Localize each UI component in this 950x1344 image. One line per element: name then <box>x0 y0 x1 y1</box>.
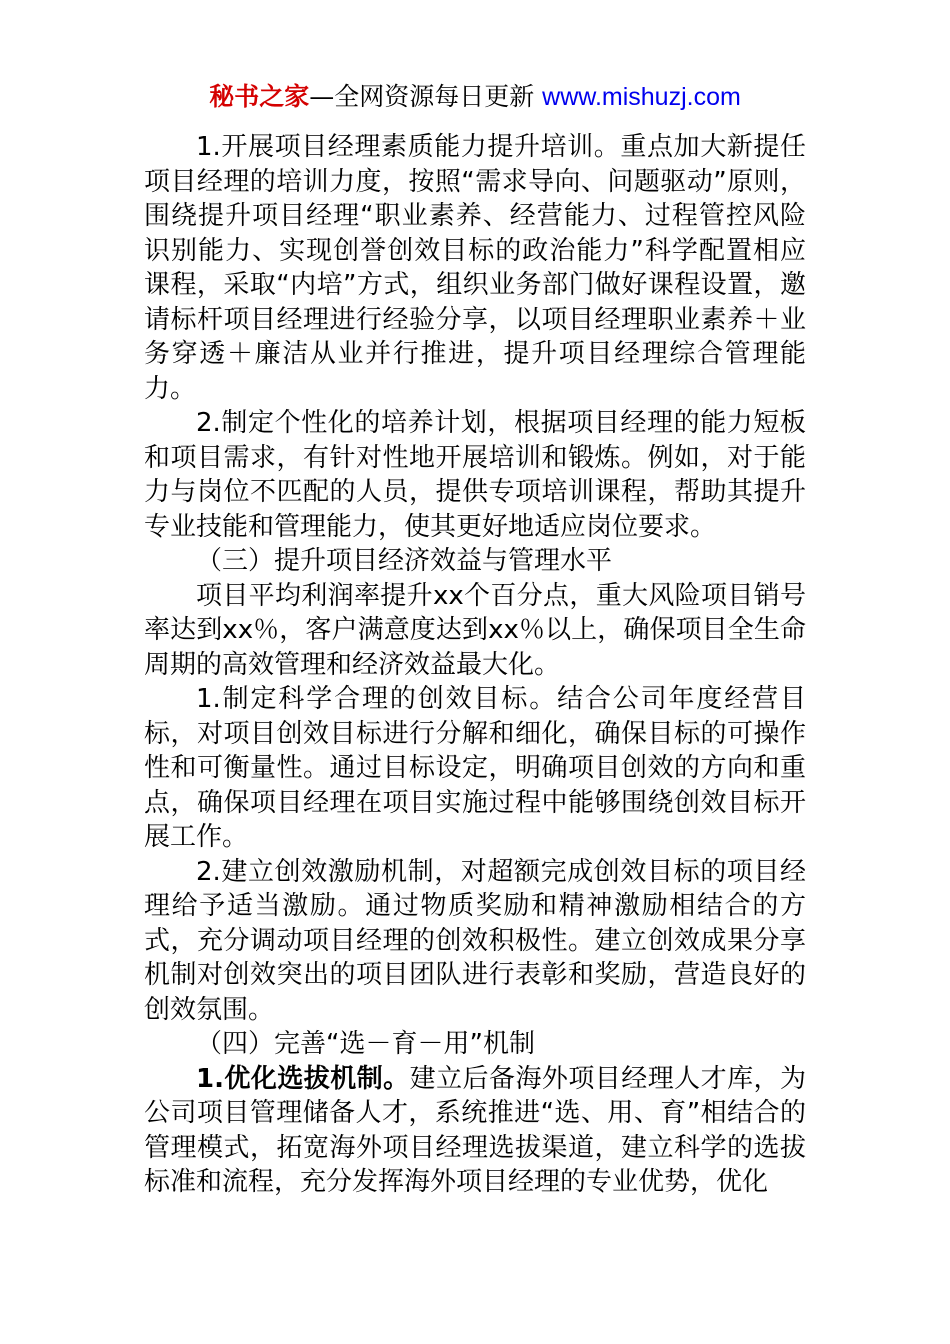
section-heading-3: （三）提升项目经济效益与管理水平 <box>196 546 613 576</box>
document-body <box>144 130 806 1200</box>
paragraph-personal-plan: 2.制定个性化的培养计划，根据项目经理的能力短板和项目需求，有针对性地开展培训和锻炼。例如，对于能力与岗位不匹配的人员，提供专项培训课程，帮助其提升专业技能和管理能力，使其更好地适应岗位要求。 <box>144 408 806 542</box>
paragraph-selection: 1.优化选拔机制。建立后备海外项目经理人才库，为公司项目管理储备人才，系统推进“选、用、育”相结合的管理模式，拓宽海外项目经理选拔渠道，建立科学的选拔标准和流程，充分发挥海外项目经理的专业优势，优化 <box>144 1063 806 1197</box>
site-url-link[interactable]: www.mishuzj.com <box>542 83 741 111</box>
site-header <box>0 80 950 114</box>
paragraph-targets: 1.制定科学合理的创效目标。结合公司年度经营目标，对项目创效目标进行分解和细化，确保目标的可操作性和可衡量性。通过目标设定，明确项目创效的方向和重点，确保项目经理在项目实施过程中能够围绕创效目标开展工作。 <box>144 684 806 852</box>
site-tagline: —全网资源每日更新 <box>309 82 543 111</box>
paragraph-training: 1.开展项目经理素质能力提升培训。重点加大新提任项目经理的培训力度，按照“需求导向、问题驱动”原则，围绕提升项目经理“职业素养、经营能力、过程管控风险识别能力、实现创誉创效目标的政治能力”科学配置相应课程，采取“内培”方式，组织业务部门做好课程设置，邀请标杆项目经理进行经验分享，以项目经理职业素养＋业务穿透＋廉洁从业并行推进，提升项目经理综合管理能力。 <box>144 132 806 404</box>
paragraph-lead-bold: 1.优化选拔机制。 <box>196 1063 410 1094</box>
section-heading-4: （四）完善“选－育－用”机制 <box>196 1029 535 1059</box>
paragraph-incentives: 2.建立创效激励机制，对超额完成创效目标的项目经理给予适当激励。通过物质奖励和精神激励相结合的方式，充分调动项目经理的创效积极性。建立创效成果分享机制对创效突出的项目团队进行表彰和奖励，营造良好的创效氛围。 <box>144 856 806 1025</box>
paragraph-goals: 项目平均利润率提升xx个百分点，重大风险项目销号率达到xx％，客户满意度达到xx％以上，确保项目全生命周期的高效管理和经济效益最大化。 <box>144 580 806 680</box>
site-brand: 秘书之家 <box>209 82 310 111</box>
